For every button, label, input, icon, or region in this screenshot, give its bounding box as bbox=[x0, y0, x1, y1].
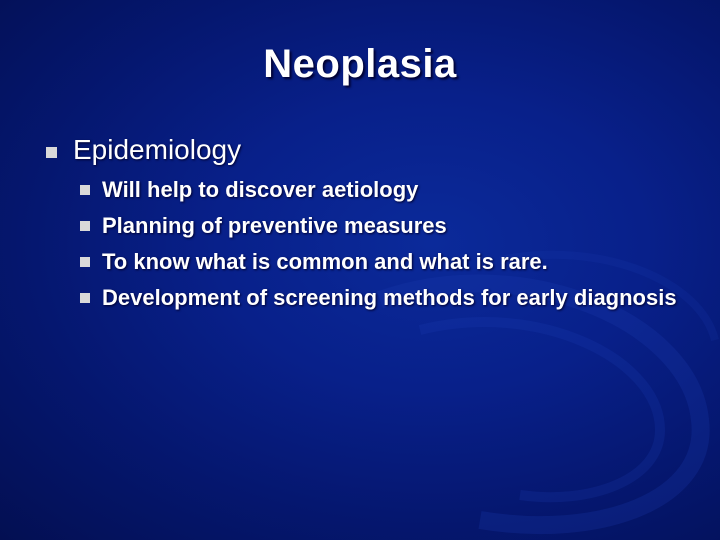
list-item-text: Planning of preventive measures bbox=[102, 213, 447, 238]
square-bullet-icon bbox=[80, 257, 90, 267]
square-bullet-icon bbox=[80, 293, 90, 303]
square-bullet-icon bbox=[46, 147, 57, 158]
list-item bbox=[80, 246, 700, 277]
square-bullet-icon bbox=[80, 221, 90, 231]
list-item-text: Development of screening methods for early diagnosis bbox=[102, 285, 677, 310]
list-item-text: Will help to discover aetiology bbox=[102, 177, 419, 202]
topic-bullet bbox=[46, 134, 241, 166]
list-item bbox=[80, 282, 700, 313]
list-item-text: To know what is common and what is rare. bbox=[102, 249, 548, 274]
sub-bullet-list bbox=[80, 174, 700, 318]
square-bullet-icon bbox=[80, 185, 90, 195]
topic-label: Epidemiology bbox=[73, 134, 242, 165]
list-item bbox=[80, 210, 700, 241]
list-item bbox=[80, 174, 700, 205]
slide-title: Neoplasia bbox=[263, 42, 457, 86]
